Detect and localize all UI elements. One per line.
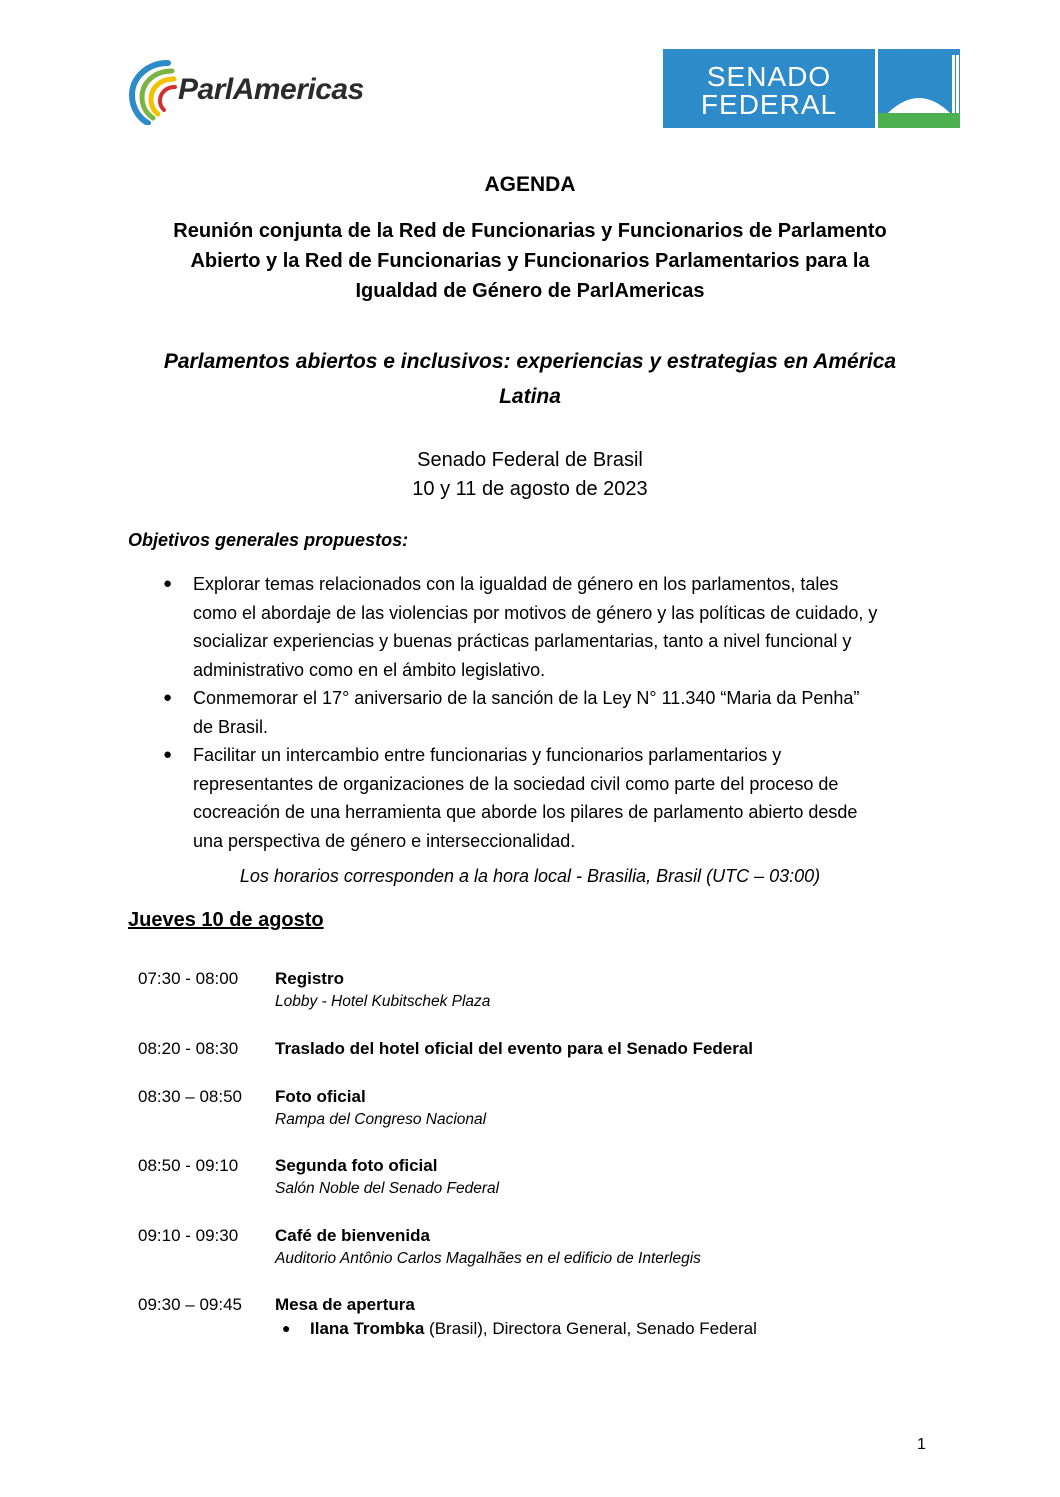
- schedule-location: Rampa del Congreso Nacional: [275, 1111, 487, 1128]
- schedule-location: Auditorio Antônio Carlos Magalhães en el edificio de Interlegis: [275, 1250, 701, 1267]
- schedule-time: 08:50 - 09:10: [138, 1156, 239, 1175]
- page-number: 1: [917, 1436, 926, 1453]
- venue-block: [100, 446, 960, 504]
- senado-federal-logo: [663, 49, 960, 128]
- bullet-icon: ●: [163, 689, 173, 706]
- senado-logo-line1: SENADO: [706, 61, 832, 92]
- objective-line: Conmemorar el 17° aniversario de la sanción de la Ley N° 11.340 “Maria da Penha”: [193, 688, 860, 708]
- schedule-title: Café de bienvenida: [275, 1226, 430, 1245]
- objective-item: [158, 570, 948, 684]
- senado-logo-line2: FEDERAL: [700, 89, 838, 120]
- timezone-note: Los horarios corresponden a la hora local - Brasilia, Brasil (UTC – 03:00): [239, 866, 821, 886]
- parlamericas-logo: [128, 55, 398, 125]
- meeting-title-line: Abierto y la Red de Funcionarias y Funcionarios Parlamentarios para la: [190, 250, 870, 272]
- schedule-title: Mesa de apertura: [275, 1295, 415, 1314]
- bullet-icon: ●: [163, 746, 173, 763]
- senado-logo-box: [663, 49, 875, 128]
- objective-line: una perspectiva de género e interseccionalidad.: [193, 830, 576, 851]
- meeting-subtitle-line: Parlamentos abiertos e inclusivos: experiencias y estrategias en América: [163, 350, 897, 373]
- schedule-location: Lobby - Hotel Kubitschek Plaza: [275, 993, 491, 1010]
- schedule-title: Foto oficial: [275, 1087, 366, 1106]
- venue-name: Senado Federal de Brasil: [417, 449, 643, 471]
- event-dates: 10 y 11 de agosto de 2023: [412, 478, 648, 500]
- bullet-icon: ●: [282, 1320, 291, 1336]
- parlamericas-logo-text: ParlAmericas: [178, 73, 364, 106]
- congress-building-icon: [878, 49, 960, 128]
- objective-line: Explorar temas relacionados con la igualdad de género en los parlamentos, tales: [193, 574, 839, 594]
- objective-item: [158, 741, 948, 855]
- schedule-time: 09:10 - 09:30: [138, 1226, 239, 1245]
- objective-line: cocreación de una herramienta que aborde los pilares de parlamento abierto desde: [193, 802, 858, 822]
- bullet-icon: ●: [163, 575, 173, 592]
- meeting-title: [100, 216, 960, 306]
- speaker-line: [282, 1319, 757, 1339]
- schedule-title: Segunda foto oficial: [275, 1156, 438, 1175]
- objective-line: representantes de organizaciones de la sociedad civil como parte del proceso de: [193, 773, 839, 794]
- objective-line: de Brasil.: [193, 716, 269, 737]
- speaker-name: Ilana Trombka: [310, 1319, 425, 1338]
- objectives-list: [158, 570, 948, 855]
- meeting-subtitle-line: Latina: [499, 385, 561, 408]
- meeting-subtitle: [100, 344, 960, 414]
- meeting-title-line: Igualdad de Género de ParlAmericas: [355, 280, 705, 302]
- schedule-title: Registro: [275, 969, 344, 988]
- objective-line: administrativo como en el ámbito legislativo.: [193, 659, 546, 680]
- objective-item: [158, 684, 948, 741]
- schedule-time: 09:30 – 09:45: [138, 1295, 242, 1314]
- meeting-title-line: Reunión conjunta de la Red de Funcionarias y Funcionarios de Parlamento: [173, 220, 887, 242]
- objective-line: socializar experiencias y buenas prácticas parlamentarias, tanto a nivel funcional y: [193, 631, 852, 651]
- speaker-detail: (Brasil), Directora General, Senado Federal: [424, 1319, 757, 1338]
- day-heading: Jueves 10 de agosto: [128, 909, 324, 931]
- schedule-title: Traslado del hotel oficial del evento para el Senado Federal: [275, 1039, 754, 1058]
- schedule-location: Salón Noble del Senado Federal: [275, 1180, 500, 1197]
- objective-line: como el abordaje de las violencias por motivos de género y las políticas de cuidado, y: [193, 602, 878, 623]
- agenda-title: AGENDA: [484, 173, 576, 196]
- objectives-heading: Objetivos generales propuestos:: [128, 530, 409, 550]
- schedule-time: 07:30 - 08:00: [138, 969, 239, 988]
- objective-line: Facilitar un intercambio entre funcionarias y funcionarios parlamentarios y: [193, 745, 782, 765]
- schedule-time: 08:20 - 08:30: [138, 1039, 239, 1058]
- schedule-time: 08:30 – 08:50: [138, 1087, 242, 1106]
